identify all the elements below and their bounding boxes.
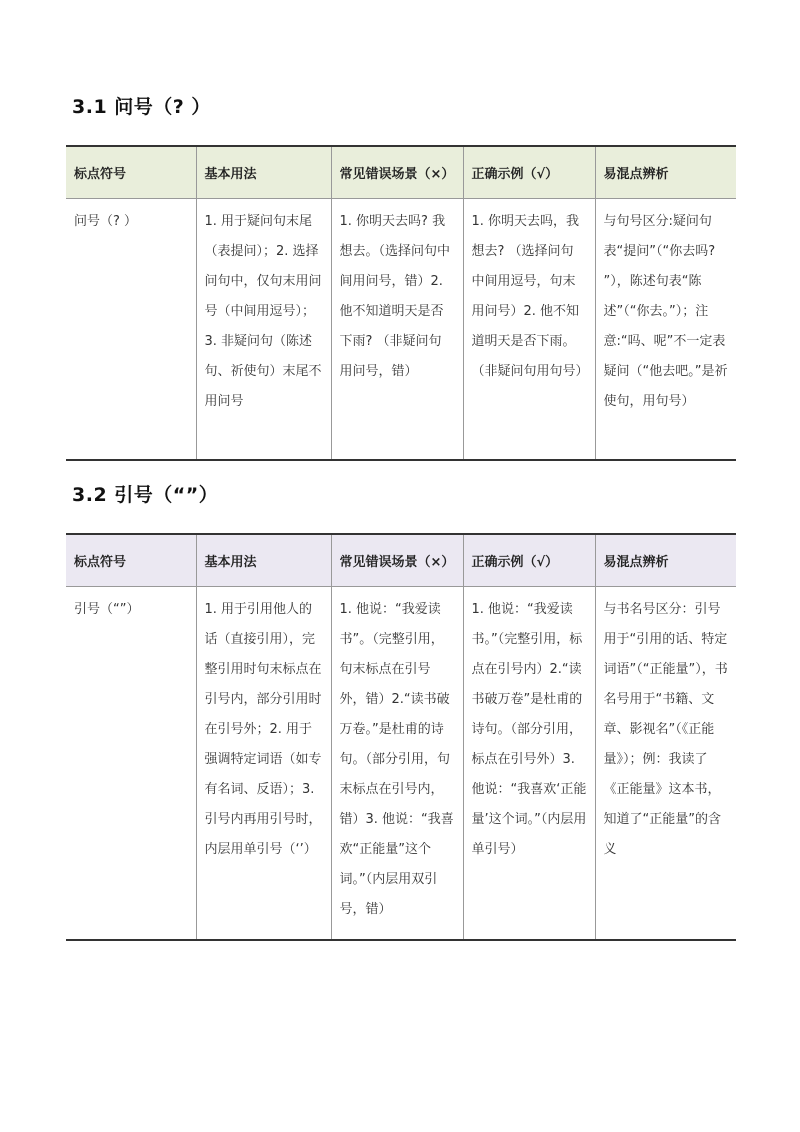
table-header-row (66, 534, 736, 586)
cell-basic-usage: 1. 用于疑问句末尾（表提问）；2. 选择问句中，仅句末用问号（中间用逗号）；3. 非疑问句（陈述句、祈使句）末尾不用问号 (196, 198, 331, 460)
cell-punctuation: 问号（? ） (74, 213, 138, 229)
header-common-errors: 常见错误场景（×） (331, 534, 463, 586)
table-row (66, 586, 736, 940)
punctuation-table (66, 533, 736, 941)
cell-confusion-points: 与句号区分:疑问句表“提问”（“你去吗? ”），陈述句表“陈述”（“你去。”）；注意:“吗、呢”不一定表疑问（“他去吧。”是祈使句，用句号） (595, 198, 736, 460)
section-heading: 3.1 问号（? ） (72, 96, 211, 118)
header-correct-examples: 正确示例（√） (463, 534, 595, 586)
section-question-mark (66, 92, 736, 461)
cell-punctuation: 引号（“”） (74, 601, 140, 617)
section-quotation-marks (66, 480, 736, 941)
header-confusion-points: 易混点辨析 (595, 146, 736, 198)
table-header-row (66, 146, 736, 198)
cell-correct-examples: 1. 你明天去吗，我想去? （选择问句中间用逗号，句末用问号）2. 他不知道明天是否下雨。（非疑问句用句号） (463, 198, 595, 460)
cell-common-errors: 1. 他说：“我爱读书”。（完整引用，句末标点在引号外，错）2.“读书破万卷。”是杜甫的诗句。（部分引用，句末标点在引号内，错）3. 他说：“我喜欢“正能量”这个词。”（内层用双引号，错） (331, 586, 463, 940)
section-heading: 3.2 引号（“”） (72, 484, 219, 506)
cell-basic-usage: 1. 用于引用他人的话（直接引用），完整引用时句末标点在引号内，部分引用时在引号外；2. 用于强调特定词语（如专有名词、反语）；3. 引号内再用引号时，内层用单引号（‘’） (196, 586, 331, 940)
header-confusion-points: 易混点辨析 (595, 534, 736, 586)
header-basic-usage: 基本用法 (196, 146, 331, 198)
cell-confusion-points: 与书名号区分：引号用于“引用的话、特定词语”（“正能量”），书名号用于“书籍、文章、影视名”（《正能量》）；例：我读了《正能量》这本书，知道了“正能量”的含义 (595, 586, 736, 940)
cell-correct-examples: 1. 他说：“我爱读书。”（完整引用，标点在引号内）2.“读书破万卷”是杜甫的诗句。（部分引用，标点在引号外）3. 他说：“我喜欢‘正能量’这个词。”（内层用单引号） (463, 586, 595, 940)
cell-common-errors: 1. 你明天去吗? 我想去。（选择问句中间用问号，错）2. 他不知道明天是否下雨? （非疑问句用问号，错） (331, 198, 463, 460)
header-correct-examples: 正确示例（√） (463, 146, 595, 198)
header-basic-usage: 基本用法 (196, 534, 331, 586)
header-punctuation: 标点符号 (66, 146, 196, 198)
punctuation-table (66, 145, 736, 461)
table-row (66, 198, 736, 460)
header-punctuation: 标点符号 (66, 534, 196, 586)
header-common-errors: 常见错误场景（×） (331, 146, 463, 198)
